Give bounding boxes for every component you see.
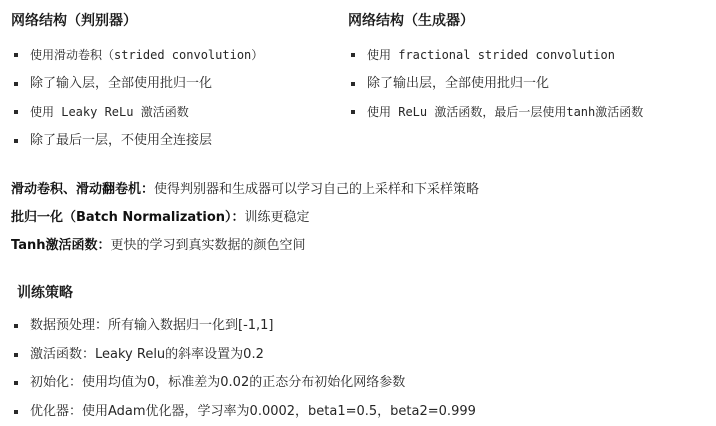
bullet-square-icon (14, 53, 18, 57)
note-tanh (11, 232, 711, 260)
generator-list (348, 41, 708, 127)
list-item-text: 除了输出层，全部使用批归一化 (367, 76, 549, 91)
bullet-square-icon (351, 82, 355, 86)
note-text: 训练更稳定 (245, 210, 310, 225)
note-text: 更快的学习到真实数据的颜色空间 (110, 238, 305, 253)
list-item (348, 70, 708, 98)
list-item-text: 使用 Leaky ReLu 激活函数 (30, 105, 189, 119)
list-item (11, 312, 711, 341)
notes-section (11, 176, 711, 260)
note-strided-conv (11, 176, 711, 204)
list-item-text: 使用 ReLu 激活函数，最后一层使用tanh激活函数 (367, 105, 643, 119)
list-item-text: 优化器：使用Adam优化器，学习率为0.0002，beta1=0.5，beta2=0.999 (30, 404, 476, 419)
note-key: Tanh激活函数： (11, 238, 110, 253)
list-item (11, 70, 341, 98)
list-item (11, 127, 341, 155)
list-item-text: 除了输入层，全部使用批归一化 (30, 76, 212, 91)
note-key: 批归一化（Batch Normalization）： (11, 210, 245, 225)
list-item (348, 98, 708, 127)
list-item (11, 41, 341, 70)
list-item (11, 98, 341, 127)
list-item-text: 使用 fractional strided convolution (367, 48, 615, 62)
list-item (11, 341, 711, 370)
list-item (11, 369, 711, 398)
bullet-square-icon (351, 110, 355, 114)
training-section (11, 282, 711, 426)
list-item-text: 使用滑动卷积（strided convolution） (30, 48, 263, 62)
bullet-square-icon (14, 324, 18, 328)
training-heading: 训练策略 (17, 282, 711, 304)
note-batch-norm (11, 204, 711, 232)
bullet-square-icon (14, 110, 18, 114)
discriminator-list (11, 41, 341, 155)
list-item (348, 41, 708, 70)
note-text: 使得判别器和生成器可以学习自己的上采样和下采样策略 (154, 182, 479, 197)
bullet-square-icon (14, 139, 18, 143)
discriminator-heading: 网络结构（判别器） (11, 10, 341, 32)
list-item-text: 数据预处理：所有输入数据归一化到[-1,1] (30, 318, 274, 333)
training-list (11, 312, 711, 426)
bullet-square-icon (351, 53, 355, 57)
list-item (11, 398, 711, 426)
list-item-text: 除了最后一层，不使用全连接层 (30, 133, 212, 148)
note-key: 滑动卷积、滑动翻卷机： (11, 182, 154, 197)
bullet-square-icon (14, 410, 18, 414)
discriminator-section (11, 10, 341, 155)
list-item-text: 初始化：使用均值为0，标准差为0.02的正态分布初始化网络参数 (30, 375, 405, 390)
bullet-square-icon (14, 353, 18, 357)
generator-section (348, 10, 708, 127)
bullet-square-icon (14, 381, 18, 385)
list-item-text: 激活函数：Leaky Relu的斜率设置为0.2 (30, 347, 264, 362)
bullet-square-icon (14, 82, 18, 86)
generator-heading: 网络结构（生成器） (348, 10, 708, 32)
